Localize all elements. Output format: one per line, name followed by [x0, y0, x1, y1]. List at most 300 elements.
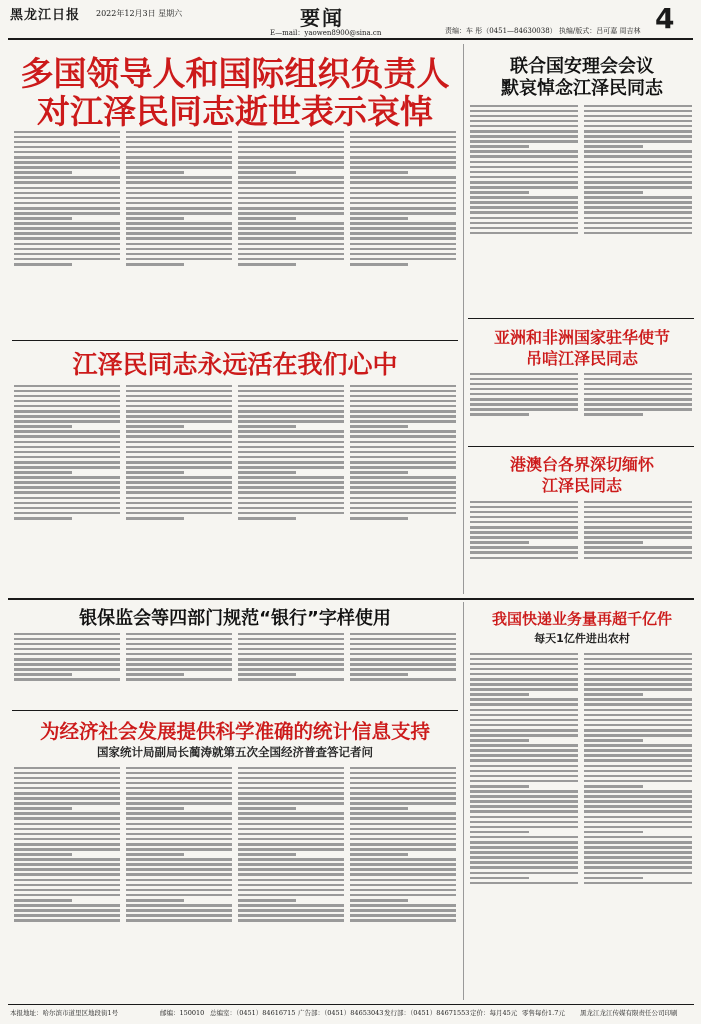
text-line	[584, 734, 692, 737]
text-line	[350, 181, 456, 184]
text-line	[126, 802, 232, 805]
text-line	[126, 425, 184, 428]
text-line	[238, 253, 344, 256]
text-line	[238, 884, 344, 887]
page-number: 4	[655, 2, 675, 35]
text-line	[238, 491, 344, 494]
text-line	[350, 171, 408, 174]
text-line	[238, 425, 296, 428]
text-line	[470, 856, 578, 859]
text-line	[584, 398, 692, 401]
text-line	[238, 456, 344, 459]
text-line	[470, 408, 578, 411]
text-line	[14, 481, 120, 484]
feature-rule	[12, 340, 458, 341]
text-line	[350, 227, 456, 230]
text-line	[238, 873, 344, 876]
text-line	[584, 729, 692, 732]
text-line	[470, 145, 529, 148]
text-line	[126, 899, 184, 902]
text-line	[126, 868, 232, 871]
text-line	[584, 413, 643, 416]
text-line	[584, 698, 692, 701]
census-body-col	[14, 764, 120, 1000]
text-line	[14, 828, 120, 831]
text-line	[584, 877, 643, 880]
text-line	[126, 212, 232, 215]
text-line	[14, 451, 120, 454]
text-line	[350, 435, 456, 438]
text-line	[126, 410, 232, 413]
text-line	[584, 841, 692, 844]
text-line	[470, 217, 578, 220]
text-line	[584, 506, 692, 509]
text-line	[470, 541, 529, 544]
text-line	[126, 161, 232, 164]
text-line	[470, 698, 578, 701]
text-line	[350, 638, 456, 641]
text-line	[238, 481, 344, 484]
text-line	[350, 782, 456, 785]
text-line	[350, 772, 456, 775]
text-line	[350, 919, 456, 922]
text-line	[126, 258, 232, 261]
text-line	[350, 889, 456, 892]
text-line	[584, 765, 692, 768]
text-line	[126, 838, 232, 841]
lead-body-col	[126, 128, 232, 338]
text-line	[584, 709, 692, 712]
text-line	[14, 797, 120, 800]
footer-retail: 零售每份1.7元	[522, 1009, 565, 1017]
text-line	[14, 385, 120, 388]
text-line	[350, 420, 456, 423]
text-line	[126, 232, 232, 235]
text-line	[126, 797, 232, 800]
text-line	[350, 156, 456, 159]
text-line	[350, 904, 456, 907]
text-line	[238, 673, 296, 676]
text-line	[14, 848, 120, 851]
text-line	[350, 802, 456, 805]
text-line	[238, 441, 344, 444]
text-line	[584, 759, 692, 762]
text-line	[350, 425, 408, 428]
text-line	[126, 777, 232, 780]
text-line	[238, 653, 344, 656]
text-line	[470, 232, 578, 235]
text-line	[470, 176, 578, 179]
text-line	[470, 846, 578, 849]
column-divider	[463, 44, 464, 594]
text-line	[584, 130, 692, 133]
text-line	[350, 461, 456, 464]
text-line	[238, 415, 344, 418]
text-line	[238, 914, 344, 917]
middle-rule	[8, 598, 694, 600]
text-line	[470, 866, 578, 869]
text-line	[350, 222, 456, 225]
feature-body-col	[14, 382, 120, 594]
text-line	[470, 668, 578, 671]
text-line	[14, 243, 120, 246]
text-line	[238, 446, 344, 449]
header-rule	[8, 38, 693, 40]
text-line	[470, 161, 578, 164]
text-line	[14, 653, 120, 656]
text-line	[584, 403, 692, 406]
text-line	[350, 797, 456, 800]
text-line	[126, 833, 232, 836]
text-line	[238, 166, 344, 169]
text-line	[14, 633, 120, 636]
text-line	[350, 176, 456, 179]
text-line	[470, 383, 578, 386]
text-line	[14, 909, 120, 912]
text-line	[238, 227, 344, 230]
text-line	[350, 471, 408, 474]
text-line	[470, 373, 578, 376]
footer-address: 本报地址：哈尔滨市道里区地段街1号	[10, 1009, 119, 1017]
side-rule	[468, 318, 694, 319]
text-line	[126, 390, 232, 393]
text-line	[126, 873, 232, 876]
text-line	[238, 420, 344, 423]
text-line	[584, 749, 692, 752]
text-line	[584, 754, 692, 757]
text-line	[14, 904, 120, 907]
text-line	[14, 197, 120, 200]
text-line	[470, 403, 578, 406]
text-line	[238, 668, 344, 671]
text-line	[350, 777, 456, 780]
text-line	[126, 385, 232, 388]
text-line	[350, 812, 456, 815]
text-line	[470, 688, 578, 691]
text-line	[14, 217, 72, 220]
text-line	[14, 853, 72, 856]
text-line	[14, 222, 120, 225]
text-line	[14, 919, 120, 922]
text-line	[584, 663, 692, 666]
text-line	[350, 166, 456, 169]
text-line	[14, 879, 120, 882]
text-line	[238, 171, 296, 174]
text-line	[238, 787, 344, 790]
text-line	[126, 633, 232, 636]
text-line	[126, 512, 232, 515]
text-line	[470, 800, 578, 803]
text-line	[238, 141, 344, 144]
text-line	[350, 476, 456, 479]
text-line	[238, 202, 344, 205]
text-line	[238, 807, 296, 810]
text-line	[470, 201, 578, 204]
text-line	[14, 502, 120, 505]
text-line	[126, 638, 232, 641]
text-line	[14, 884, 120, 887]
text-line	[126, 207, 232, 210]
text-line	[350, 187, 456, 190]
text-line	[126, 648, 232, 651]
text-line	[14, 237, 120, 240]
text-line	[350, 456, 456, 459]
text-line	[470, 110, 578, 113]
text-line	[584, 171, 692, 174]
text-line	[470, 734, 578, 737]
text-line	[126, 772, 232, 775]
text-line	[238, 502, 344, 505]
text-line	[470, 551, 578, 554]
text-line	[126, 904, 232, 907]
text-line	[584, 658, 692, 661]
bank-body-col	[14, 630, 120, 706]
text-line	[584, 816, 692, 819]
text-line	[470, 678, 578, 681]
text-line	[126, 176, 232, 179]
text-line	[14, 227, 120, 230]
feature-body-col	[126, 382, 232, 594]
text-line	[350, 787, 456, 790]
text-line	[350, 879, 456, 882]
text-line	[238, 853, 296, 856]
text-line	[584, 780, 692, 783]
text-line	[470, 120, 578, 123]
text-line	[238, 497, 344, 500]
text-line	[238, 894, 344, 897]
footer-rule	[8, 1004, 694, 1005]
text-line	[126, 919, 232, 922]
text-line	[14, 873, 120, 876]
text-line	[126, 151, 232, 154]
text-line	[238, 156, 344, 159]
text-line	[470, 739, 529, 742]
text-line	[584, 851, 692, 854]
text-line	[238, 899, 296, 902]
text-line	[470, 378, 578, 381]
text-line	[584, 673, 692, 676]
text-line	[14, 400, 120, 403]
text-line	[584, 125, 692, 128]
text-line	[350, 400, 456, 403]
text-line	[126, 673, 184, 676]
text-line	[470, 506, 578, 509]
text-line	[350, 151, 456, 154]
text-line	[470, 877, 529, 880]
text-line	[14, 802, 120, 805]
text-line	[584, 536, 692, 539]
text-line	[238, 848, 344, 851]
text-line	[350, 146, 456, 149]
side3-headline-line1: 港澳台各界深切缅怀	[509, 455, 654, 474]
text-line	[584, 653, 692, 656]
text-line	[126, 658, 232, 661]
text-line	[238, 192, 344, 195]
text-line	[14, 782, 120, 785]
text-line	[126, 476, 232, 479]
text-line	[238, 517, 296, 520]
text-line	[14, 435, 120, 438]
text-line	[350, 212, 456, 215]
text-line	[126, 909, 232, 912]
text-line	[584, 703, 692, 706]
text-line	[584, 724, 692, 727]
text-line	[584, 810, 692, 813]
text-line	[584, 836, 692, 839]
text-line	[470, 841, 578, 844]
census-body-col	[126, 764, 232, 1000]
text-line	[584, 831, 643, 834]
text-line	[126, 395, 232, 398]
text-line	[238, 207, 344, 210]
text-line	[584, 191, 643, 194]
text-line	[350, 248, 456, 251]
text-line	[126, 435, 232, 438]
text-line	[126, 497, 232, 500]
text-line	[350, 848, 456, 851]
text-line	[350, 853, 408, 856]
text-line	[470, 826, 578, 829]
text-line	[14, 456, 120, 459]
text-line	[126, 643, 232, 646]
text-line	[584, 693, 643, 696]
text-line	[470, 780, 578, 783]
text-line	[470, 140, 578, 143]
text-line	[126, 237, 232, 240]
text-line	[584, 531, 692, 534]
text-line	[238, 633, 344, 636]
text-line	[126, 456, 232, 459]
text-line	[14, 512, 120, 515]
text-line	[126, 263, 184, 266]
text-line	[584, 378, 692, 381]
text-line	[14, 673, 72, 676]
text-line	[350, 914, 456, 917]
text-line	[470, 724, 578, 727]
text-line	[126, 491, 232, 494]
text-line	[126, 461, 232, 464]
text-line	[14, 497, 120, 500]
text-line	[126, 141, 232, 144]
text-line	[470, 754, 578, 757]
text-line	[584, 744, 692, 747]
text-line	[14, 430, 120, 433]
text-line	[126, 202, 232, 205]
text-line	[126, 420, 232, 423]
text-line	[470, 511, 578, 514]
text-line	[470, 125, 578, 128]
text-line	[470, 526, 578, 529]
text-line	[238, 237, 344, 240]
text-line	[350, 481, 456, 484]
text-line	[14, 166, 120, 169]
text-line	[470, 166, 578, 169]
text-line	[350, 517, 408, 520]
text-line	[350, 633, 456, 636]
text-line	[350, 486, 456, 489]
text-line	[470, 536, 578, 539]
text-line	[126, 430, 232, 433]
text-line	[584, 770, 692, 773]
column-divider	[463, 602, 464, 1000]
text-line	[126, 441, 232, 444]
text-line	[14, 156, 120, 159]
text-line	[126, 181, 232, 184]
text-line	[14, 263, 72, 266]
text-line	[14, 131, 120, 134]
text-line	[470, 521, 578, 524]
text-line	[14, 420, 120, 423]
side3-body-col	[470, 498, 578, 594]
text-line	[350, 648, 456, 651]
text-line	[126, 663, 232, 666]
census-rule	[12, 710, 458, 711]
text-line	[470, 557, 578, 560]
text-line	[584, 678, 692, 681]
text-line	[470, 795, 578, 798]
census-headline: 为经济社会发展提供科学准确的统计信息支持	[39, 720, 430, 743]
text-line	[14, 838, 120, 841]
text-line	[470, 851, 578, 854]
text-line	[126, 782, 232, 785]
text-line	[14, 410, 120, 413]
text-line	[470, 709, 578, 712]
text-line	[126, 400, 232, 403]
text-line	[126, 858, 232, 861]
text-line	[350, 668, 456, 671]
text-line	[238, 638, 344, 641]
text-line	[238, 777, 344, 780]
text-line	[238, 486, 344, 489]
text-line	[470, 790, 578, 793]
text-line	[350, 385, 456, 388]
text-line	[470, 770, 578, 773]
text-line	[14, 491, 120, 494]
text-line	[350, 497, 456, 500]
text-line	[584, 166, 692, 169]
text-line	[584, 790, 692, 793]
text-line	[238, 663, 344, 666]
feature-body-col	[238, 382, 344, 594]
text-line	[584, 511, 692, 514]
text-line	[126, 446, 232, 449]
text-line	[238, 678, 344, 681]
text-line	[350, 253, 456, 256]
text-line	[14, 476, 120, 479]
text-line	[470, 181, 578, 184]
text-line	[126, 227, 232, 230]
text-line	[126, 853, 184, 856]
issue-date: 2022年12月3日 星期六	[96, 9, 183, 18]
text-line	[584, 546, 692, 549]
text-line	[350, 237, 456, 240]
text-line	[14, 405, 120, 408]
text-line	[584, 393, 692, 396]
text-line	[238, 868, 344, 871]
text-line	[14, 833, 120, 836]
text-line	[14, 507, 120, 510]
side1-headline-line1: 联合国安理会会议	[510, 56, 654, 77]
text-line	[350, 838, 456, 841]
text-line	[350, 207, 456, 210]
text-line	[350, 161, 456, 164]
text-line	[584, 526, 692, 529]
text-line	[238, 782, 344, 785]
text-line	[238, 217, 296, 220]
text-line	[584, 821, 692, 824]
text-line	[584, 805, 692, 808]
side3-body-col	[584, 498, 692, 594]
